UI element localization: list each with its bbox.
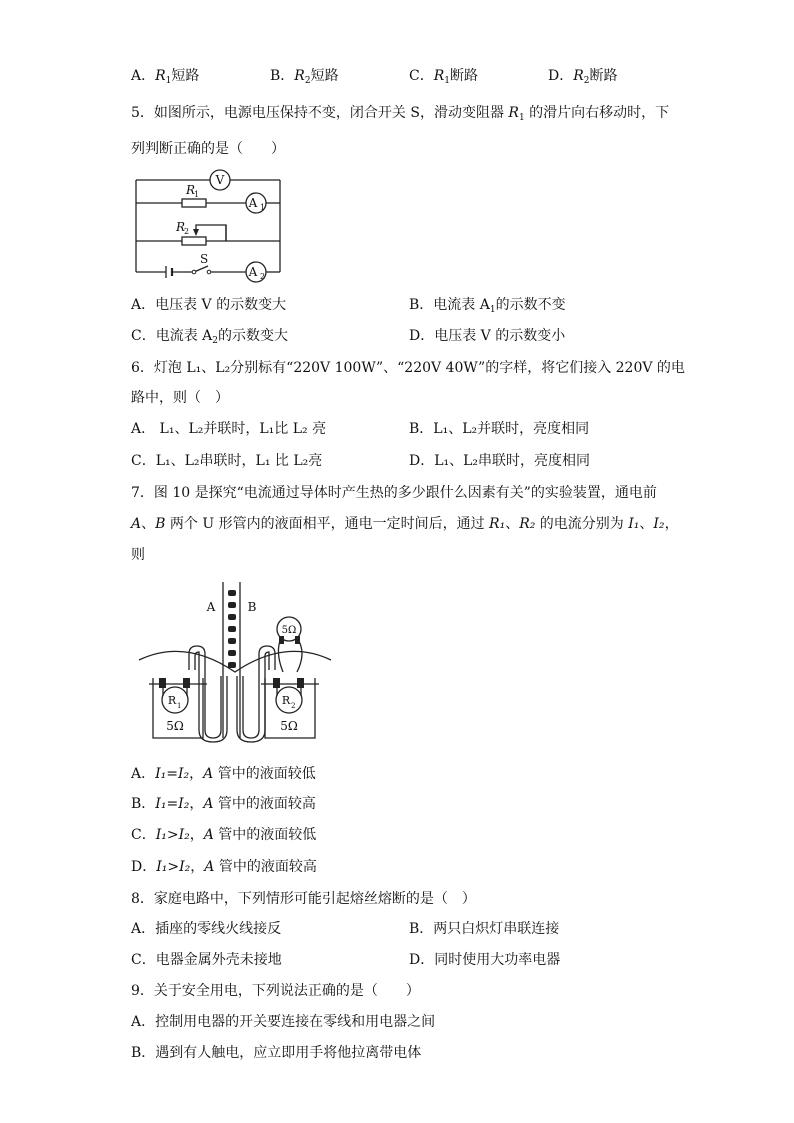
ammeter2-label: A (248, 265, 258, 279)
stem-text: 的滑片向右移动时，下 (524, 105, 670, 121)
option-letter: B． (131, 796, 156, 812)
option-sep: ， (189, 766, 204, 782)
option-sep: ， (190, 859, 205, 875)
option-sub: 2 (583, 76, 590, 86)
q7-apparatus-figure (135, 580, 335, 745)
stem-var: A (131, 516, 142, 532)
q7-option-a (131, 764, 316, 784)
q8-option-c: C．电器金属外壳未接地 (131, 952, 282, 968)
option-text: 的示数不变 (495, 297, 566, 313)
outside-resistance: 5Ω (281, 625, 297, 636)
q6-stem-line1: 6．灯泡 L₁、L₂分别标有“220V 100W”、“220V 40W”的字样，将它们接入 220V 的电 (131, 360, 685, 376)
option-letter: B． (270, 68, 295, 84)
option-letter: A． (131, 766, 156, 782)
option-sub: 1 (165, 76, 172, 86)
stem-text: ， (664, 516, 679, 532)
left-resistance: 5Ω (166, 719, 184, 733)
option-letter: D． (548, 68, 574, 84)
q5-option-c (131, 326, 288, 351)
option-relation: I₁=I₂ (155, 766, 190, 782)
option-relation: I₁>I₂ (156, 859, 191, 875)
option-text: 短路 (171, 68, 200, 84)
stem-text: 两个 U 形管内的液面相平，通电一定时间后，通过 (165, 516, 490, 532)
q8-option-b: B．两只白炽灯串联连接 (409, 921, 560, 937)
r2-sub: 2 (291, 702, 296, 710)
option-sep: ， (189, 796, 204, 812)
q8-stem: 8．家庭电路中，下列情形可能引起熔丝熔断的是（ ） (131, 891, 476, 907)
option-letter: C． (131, 827, 156, 843)
q9-option-a: A．控制用电器的开关要连接在零线和用电器之间 (131, 1014, 436, 1030)
stem-var: R (508, 105, 519, 121)
option-text: 管中的液面较低 (213, 827, 317, 843)
r2-sub: 2 (184, 227, 190, 236)
option-var: R (433, 68, 445, 84)
ammeter1-label: A (248, 196, 258, 210)
tube-b-label: B (247, 600, 257, 614)
q6-option-b: B．L₁、L₂并联时，亮度相同 (409, 421, 590, 437)
option-var: R (155, 68, 166, 84)
option-tube: A (203, 766, 214, 782)
option-text: 断路 (450, 68, 478, 84)
stem-sub: 1 (518, 113, 525, 123)
ammeter2-sub: 2 (260, 272, 266, 281)
option-var: R (573, 68, 584, 84)
q7-stem-line3: 则 (131, 547, 145, 563)
q8-option-a: A．插座的零线火线接反 (131, 921, 282, 937)
q9-option-b: B．遇到有人触电，应立即用手将他拉离带电体 (131, 1045, 422, 1061)
q5-circuit-figure (128, 166, 288, 284)
stem-var: R₂ (519, 516, 536, 532)
option-relation: I₁=I₂ (155, 796, 190, 812)
q7-option-d (131, 857, 317, 877)
stem-text: 的电流分别为 (535, 516, 629, 532)
r1-label: R (186, 183, 196, 197)
stem-var: R₁ (489, 516, 506, 532)
option-sub: 2 (212, 336, 219, 346)
option-letter: C． (409, 68, 434, 84)
tube-a-label: A (206, 600, 216, 614)
q7-stem-line2 (131, 514, 679, 534)
r1-sub: 1 (194, 190, 200, 199)
stem-text: 、 (639, 516, 654, 532)
q6-option-a: A． L₁、L₂并联时，L₁比 L₂ 亮 (131, 421, 327, 437)
option-sep: ， (189, 827, 204, 843)
ammeter1-sub: 1 (260, 203, 266, 212)
option-text: 管中的液面较高 (213, 796, 316, 812)
stem-text: 、 (141, 516, 156, 532)
option-tube: A (204, 859, 215, 875)
q5-option-d: D．电压表 V 的示数变小 (409, 328, 566, 344)
option-text: 管中的液面较低 (213, 766, 316, 782)
q4-option-c (409, 66, 478, 91)
option-sub: 1 (444, 76, 450, 86)
r1-sub: 1 (177, 702, 182, 710)
q6-option-d: D．L₁、L₂串联时，亮度相同 (409, 453, 591, 469)
voltmeter-label: V (215, 173, 225, 187)
q7-option-b (131, 794, 316, 814)
stem-var: I₂ (653, 516, 665, 532)
r2-label: R (176, 220, 186, 234)
option-sub: 2 (304, 76, 311, 86)
stem-var: B (155, 516, 166, 532)
q5-option-a: A．电压表 V 的示数变大 (131, 297, 287, 313)
option-text: C．电流表 A (131, 328, 213, 344)
option-tube: A (203, 796, 214, 812)
q8-option-d: D．同时使用大功率电器 (409, 952, 561, 968)
q5-stem-line2: 列判断正确的是（ ） (131, 141, 285, 157)
option-text: 短路 (310, 68, 339, 84)
option-var: R (294, 68, 305, 84)
q4-option-d (548, 66, 618, 91)
option-tube: A (203, 827, 214, 843)
option-text: B．电流表 A (409, 297, 490, 313)
option-letter: D． (131, 859, 157, 875)
q7-stem-line1: 7．图 10 是探究“电流通过导体时产生热的多少跟什么因素有关”的实验装置，通电前 (131, 485, 657, 501)
r1-label: R (167, 694, 177, 707)
option-sub: 1 (489, 305, 496, 315)
right-resistance: 5Ω (280, 719, 298, 733)
option-text: 的示数变大 (218, 328, 289, 344)
option-text: 管中的液面较高 (214, 859, 317, 875)
q4-option-a (131, 66, 199, 91)
q6-stem-line2: 路中，则（ ） (131, 390, 229, 406)
q5-option-b (409, 295, 566, 320)
q5-stem-line1 (131, 103, 669, 128)
r2-label: R (281, 694, 291, 707)
option-letter: A． (131, 68, 156, 84)
q7-option-c (131, 825, 316, 845)
q6-option-c: C．L₁、L₂串联时，L₁ 比 L₂亮 (131, 453, 323, 469)
stem-text: 、 (505, 516, 520, 532)
option-relation: I₁>I₂ (155, 827, 190, 843)
stem-text: 5．如图所示，电源电压保持不变，闭合开关 S，滑动变阻器 (131, 105, 509, 121)
option-text: 断路 (589, 68, 618, 84)
stem-var: I₁ (628, 516, 640, 532)
q4-option-b (270, 66, 339, 91)
switch-label: S (200, 252, 209, 266)
q9-stem: 9．关于安全用电，下列说法正确的是（ ） (131, 983, 420, 999)
